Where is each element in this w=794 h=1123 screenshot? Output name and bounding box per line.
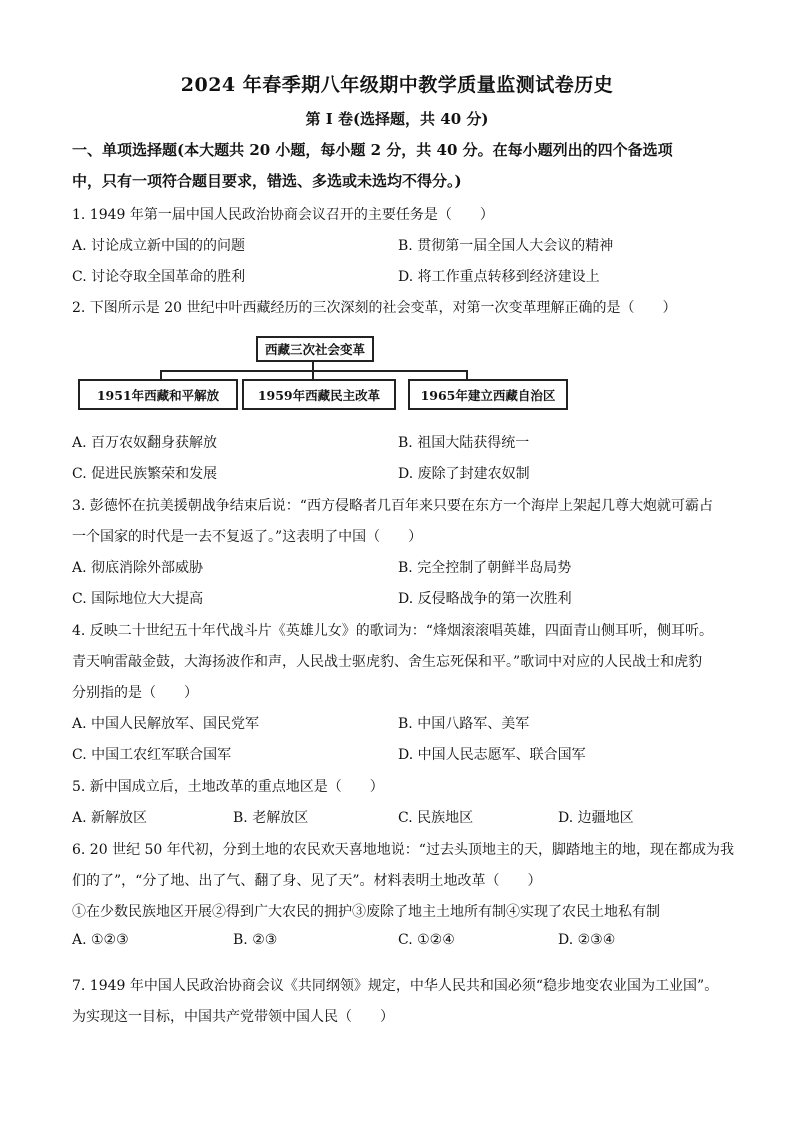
- q4-option-b[interactable]: B. 中国八路军、美军: [398, 716, 530, 732]
- question-3-stem-1: 3. 彭德怀在抗美援朝战争结束后说：“西方侵略者几百年来只要在东方一个海岸上架起几尊大炮就可霸占: [72, 498, 713, 514]
- q5-option-b[interactable]: B. 老解放区: [233, 810, 309, 826]
- q3-option-b[interactable]: B. 完全控制了朝鲜半岛局势: [398, 560, 572, 576]
- diagram-item-1951: 1951年西藏和平解放: [78, 379, 238, 410]
- question-6-stem-2: 们的了”，“分了地、出了气、翻了身、见了天”。材料表明土地改革（ ）: [72, 873, 542, 889]
- q2-option-a[interactable]: A. 百万农奴翻身获解放: [72, 435, 218, 451]
- section-instructions: [72, 135, 732, 197]
- q5-option-a[interactable]: A. 新解放区: [72, 810, 148, 826]
- question-4-stem-1: 4. 反映二十世纪五十年代战斗片《英雄儿女》的歌词为：“烽烟滚滚唱英雄，四面青山侧耳听，侧耳听。: [72, 623, 713, 639]
- question-4-stem-3: 分别指的是（ ）: [72, 685, 198, 701]
- diagram-item-1965: 1965年建立西藏自治区: [408, 379, 568, 410]
- q1-option-a[interactable]: A. 讨论成立新中国的的问题: [72, 238, 246, 254]
- q4-option-d[interactable]: D. 中国人民志愿军、联合国军: [398, 747, 586, 763]
- diagram-top-box: 西藏三次社会变革: [256, 336, 374, 362]
- q5-option-d[interactable]: D. 边疆地区: [558, 810, 634, 826]
- q6-option-d[interactable]: D. ②③④: [558, 932, 616, 948]
- section-line-2: 中，只有一项符合题目要求，错选、多选或未选均不得分。): [72, 172, 462, 190]
- q3-option-a[interactable]: A. 彻底消除外部威胁: [72, 560, 204, 576]
- page-title: 2024 年春季期八年级期中教学质量监测试卷历史: [180, 74, 614, 96]
- q2-option-d[interactable]: D. 废除了封建农奴制: [398, 466, 530, 482]
- question-2-stem: 2. 下图所示是 20 世纪中叶西藏经历的三次深刻的社会变革，对第一次变革理解正确的是（ ）: [72, 300, 677, 316]
- q1-option-c[interactable]: C. 讨论夺取全国革命的胜利: [72, 269, 246, 285]
- question-7-stem-2: 为实现这一目标，中国共产党带领中国人民（ ）: [72, 1009, 394, 1025]
- q3-option-c[interactable]: C. 国际地位大大提高: [72, 591, 204, 607]
- question-5-stem: 5. 新中国成立后，土地改革的重点地区是（ ）: [72, 779, 384, 795]
- q4-option-a[interactable]: A. 中国人民解放军、国民党军: [72, 716, 260, 732]
- question-6-statements: ①在少数民族地区开展②得到广大农民的拥护③废除了地主土地所有制④实现了农民土地私有制: [72, 904, 660, 920]
- q2-option-b[interactable]: B. 祖国大陆获得统一: [398, 435, 530, 451]
- q6-option-b[interactable]: B. ②③: [233, 932, 278, 948]
- q4-option-c[interactable]: C. 中国工农红军联合国军: [72, 747, 232, 763]
- question-7-stem-1: 7. 1949 年中国人民政治协商会议《共同纲领》规定，中华人民共和国必须“稳步地变农业国为工业国”。: [72, 978, 719, 994]
- section-line-1: 一、单项选择题(本大题共 20 小题，每小题 2 分，共 40 分。在每小题列出的四个备选项: [72, 141, 673, 159]
- diagram-item-1959: 1959年西藏民主改革: [242, 379, 396, 410]
- question-4-stem-2: 青天响雷敲金鼓，大海扬波作和声，人民战士驱虎豹、舍生忘死保和平。”歌词中对应的人民战士和虎豹: [72, 654, 703, 670]
- q6-option-c[interactable]: C. ①②④: [398, 932, 455, 948]
- q1-option-d[interactable]: D. 将工作重点转移到经济建设上: [398, 269, 600, 285]
- question-3-stem-2: 一个国家的时代是一去不复返了。”这表明了中国（ ）: [72, 529, 423, 545]
- q2-option-c[interactable]: C. 促进民族繁荣和发展: [72, 466, 218, 482]
- page-subtitle: 第 I 卷(选择题，共 40 分): [305, 110, 489, 128]
- q6-option-a[interactable]: A. ①②③: [72, 932, 129, 948]
- question-6-stem-1: 6. 20 世纪 50 年代初，分到土地的农民欢天喜地地说：“过去头顶地主的天，脚踏地主的地，现在都成为我: [72, 842, 734, 858]
- q3-option-d[interactable]: D. 反侵略战争的第一次胜利: [398, 591, 572, 607]
- q5-option-c[interactable]: C. 民族地区: [398, 810, 474, 826]
- question-1-stem: 1. 1949 年第一届中国人民政治协商会议召开的主要任务是（ ）: [72, 207, 494, 223]
- tibet-reform-diagram: [78, 330, 568, 412]
- q1-option-b[interactable]: B. 贯彻第一届全国人大会议的精神: [398, 238, 614, 254]
